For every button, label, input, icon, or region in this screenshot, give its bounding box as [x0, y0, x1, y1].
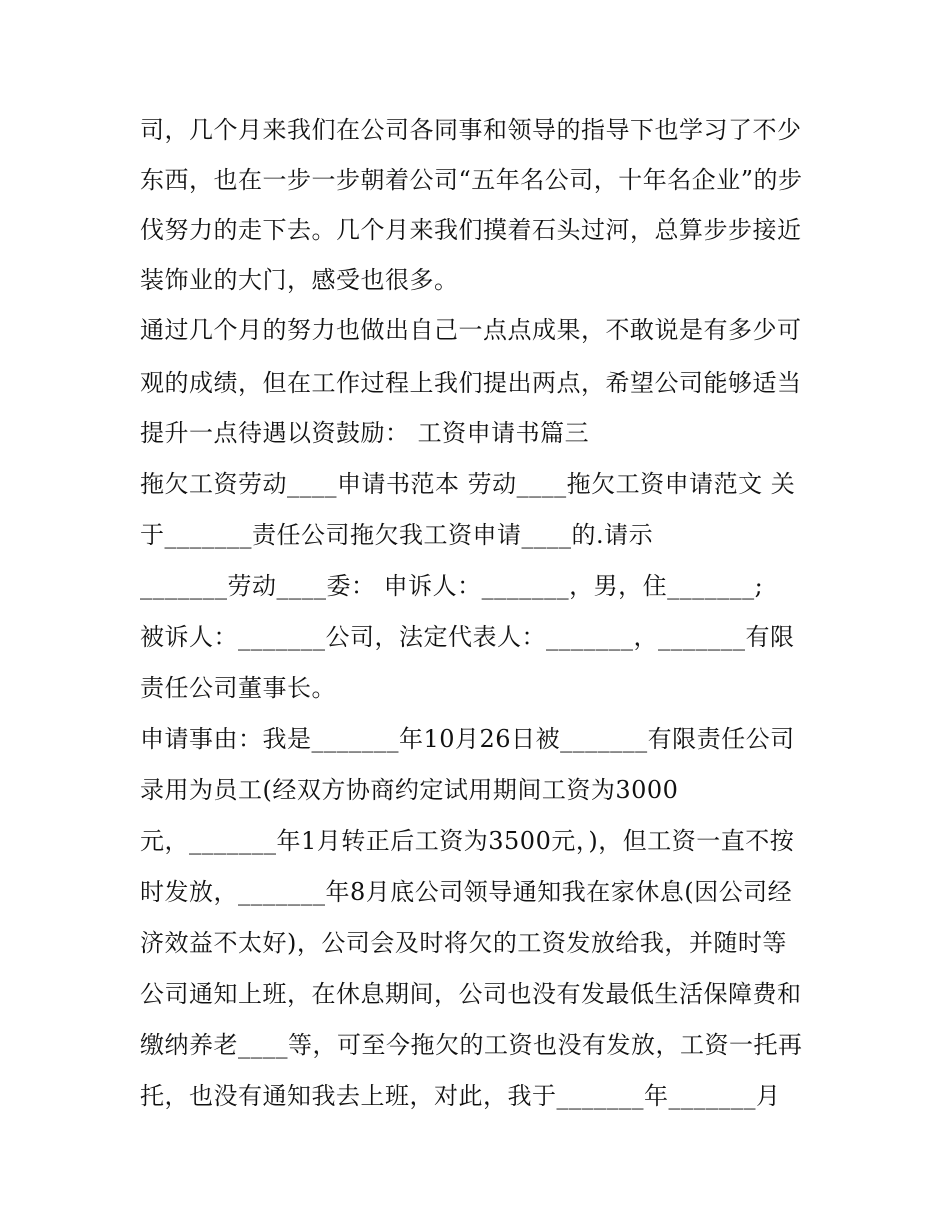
text-line: 装饰业的大门，感受也很多。 [140, 266, 459, 294]
text-line: 元，_______年1月转正后工资为3500元，)，但工资一直不按 [140, 827, 795, 855]
text-line: 缴纳养老____等，可至今拖欠的工资也没有发放，工资一托再 [140, 1031, 803, 1059]
text-line: 东西，也在一步一步朝着公司“五年名公司，十年名企业”的步 [140, 166, 803, 194]
text-line: 通过几个月的努力也做出自己一点点成果，不敢说是有多少可 [140, 316, 802, 344]
text-line: 责任公司董事长。 [140, 674, 336, 702]
text-line: 时发放，_______年8月底公司领导通知我在家休息(因公司经 [140, 878, 793, 906]
text-line: 申请事由：我是_______年10月26日被_______有限责任公司 [140, 725, 795, 753]
text-line: 提升一点待遇以资鼓励： 工资申请书篇三 [140, 419, 590, 447]
text-line: 于_______责任公司拖欠我工资申请____的.请示 [140, 521, 654, 549]
text-line: 录用为员工(经双方协商约定试用期间工资为3000 [140, 776, 679, 804]
text-line: 司，几个月来我们在公司各同事和领导的指导下也学习了不少 [140, 116, 802, 144]
text-line: 观的成绩，但在工作过程上我们提出两点，希望公司能够适当 [140, 369, 802, 397]
text-line: _______劳动____委： 申诉人：_______，男，住_______; [140, 572, 764, 600]
text-line: 伐努力的走下去。几个月来我们摸着石头过河，总算步步接近 [140, 216, 802, 244]
text-line: 被诉人：_______公司，法定代表人：_______，_______有限 [140, 623, 795, 651]
text-line: 公司通知上班，在休息期间，公司也没有发最低生活保障费和 [140, 980, 802, 1008]
text-line: 托，也没有通知我去上班，对此，我于_______年_______月 [140, 1082, 781, 1110]
text-line: 拖欠工资劳动____申请书范本 劳动____拖欠工资申请范文 关 [140, 470, 796, 498]
text-line: 济效益不太好)，公司会及时将欠的工资发放给我，并随时等 [140, 929, 787, 957]
